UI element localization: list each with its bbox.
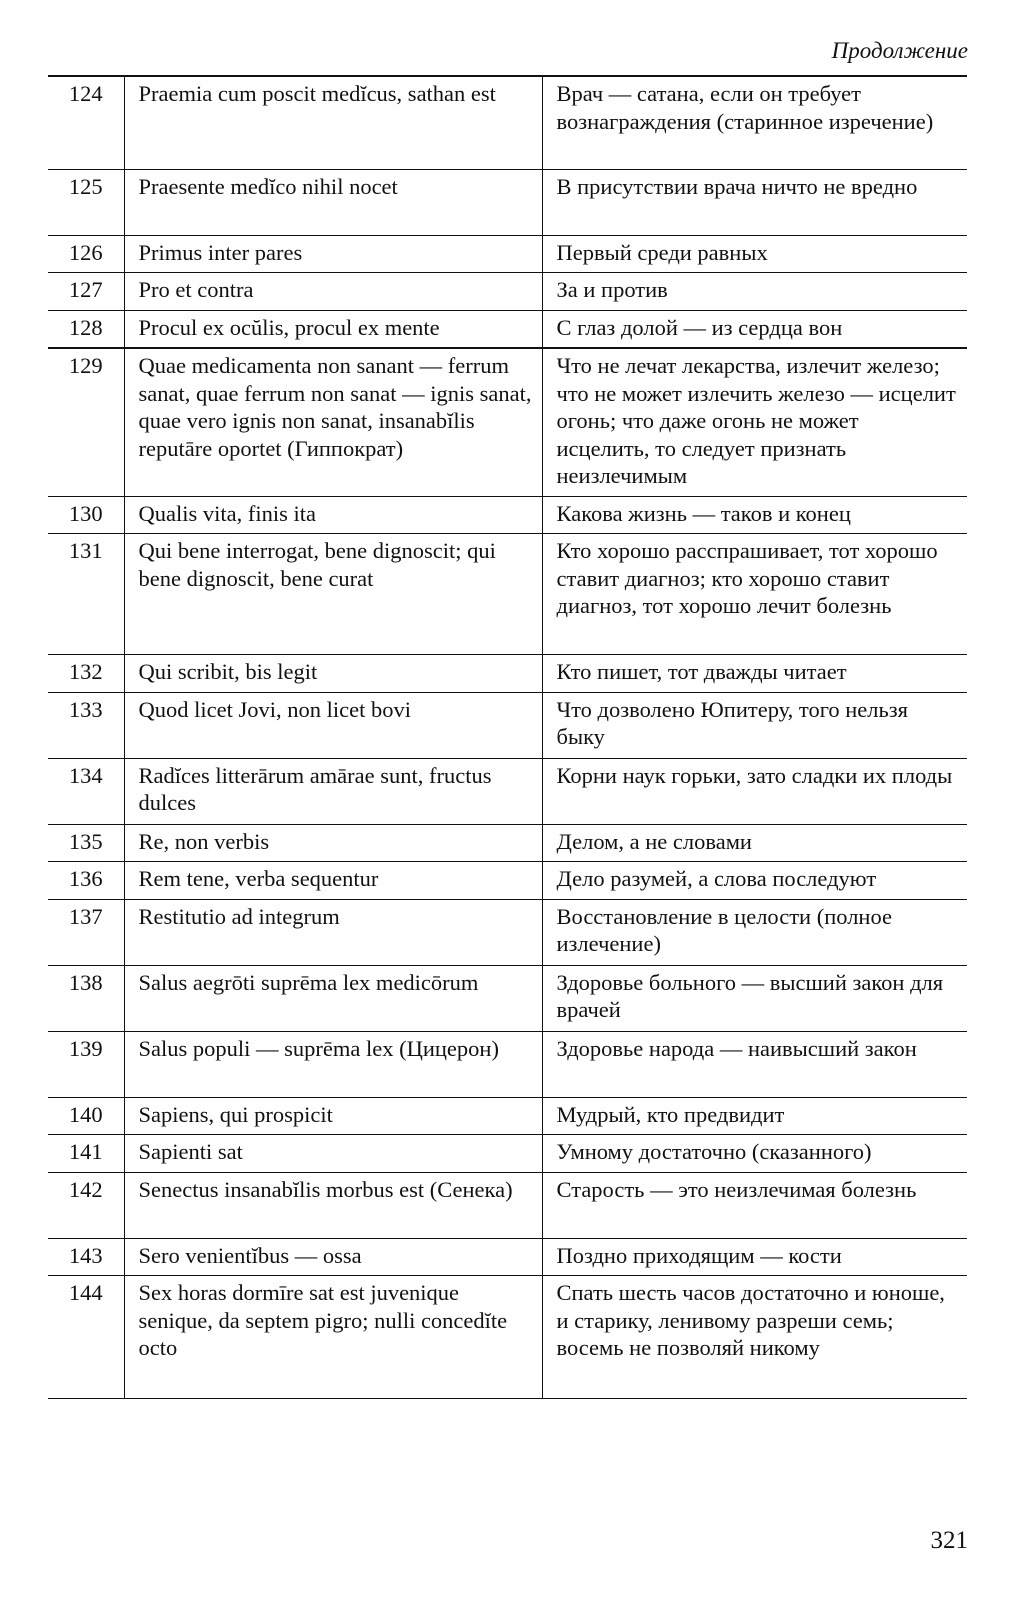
latin-phrase: Sapienti sat: [124, 1135, 542, 1173]
russian-translation: Дело разумей, а слова последуют: [542, 862, 967, 900]
row-number: 134: [68, 762, 103, 788]
row-number: 132: [68, 659, 103, 684]
russian-translation: Корни наук горьки, зато сладки их плоды: [542, 758, 967, 824]
row-number: 136: [68, 866, 103, 891]
table-row: [48, 1135, 967, 1173]
latin-phrase: Sex horas dormīre sat est juvenique senique, da septem pigro; nulli concedĭte octo: [124, 1276, 542, 1399]
russian-translation: Мудрый, кто предвидит: [542, 1097, 967, 1135]
row-number: 125: [68, 173, 103, 199]
table-row: [48, 169, 967, 235]
russian-translation: Восстановление в целости (полное излечение): [542, 899, 967, 965]
table-row: [48, 824, 967, 862]
russian-translation: Какова жизнь — таков и конец: [542, 496, 967, 534]
table-row: [48, 899, 967, 965]
row-number: 141: [68, 1139, 103, 1164]
table-row: [48, 1097, 967, 1135]
russian-translation: Кто пишет, тот дважды читает: [542, 655, 967, 693]
row-number: 138: [68, 969, 103, 995]
latin-phrase: Salus aegrōti suprēma lex medicōrum: [124, 965, 542, 1031]
latin-phrase: Qualis vita, finis ita: [124, 496, 542, 534]
latin-phrase: Sero venientĭbus — ossa: [124, 1238, 542, 1276]
russian-translation: С глаз долой — из сердца вон: [542, 310, 967, 348]
latin-phrase: Senectus insanabĭlis morbus est (Сенека): [124, 1172, 542, 1238]
table-row: [48, 235, 967, 273]
table-row: [48, 758, 967, 824]
latin-quotes-table: [48, 75, 967, 1399]
table-row: [48, 348, 967, 496]
latin-phrase: Praesente medĭco nihil nocet: [124, 169, 542, 235]
page-number: 321: [930, 1527, 968, 1554]
russian-translation: Делом, а не словами: [542, 824, 967, 862]
latin-phrase: Rem tene, verba sequentur: [124, 862, 542, 900]
continuation-label: Продолжение: [831, 38, 968, 63]
latin-phrase: Radĭces litterārum amārae sunt, fructus dulces: [124, 758, 542, 824]
row-number: 135: [68, 828, 103, 854]
latin-phrase: Quod licet Jovi, non licet bovi: [124, 692, 542, 758]
row-number: 130: [68, 500, 103, 526]
latin-phrase: Primus inter pares: [124, 235, 542, 273]
russian-translation: В присутствии врача ничто не вредно: [542, 169, 967, 235]
latin-phrase: Salus populi — suprēma lex (Цицерон): [124, 1031, 542, 1097]
table-row: [48, 1238, 967, 1276]
table-body: [48, 76, 967, 1399]
russian-translation: Старость — это неизлечимая болезнь: [542, 1172, 967, 1238]
latin-phrase: Re, non verbis: [124, 824, 542, 862]
russian-translation: Кто хорошо расспрашивает, тот хорошо ставит диагноз; кто хорошо ставит диагноз, тот хорошо лечит болезнь: [542, 534, 967, 655]
table-row: [48, 76, 967, 169]
latin-phrase: Restitutio ad integrum: [124, 899, 542, 965]
russian-translation: Умному достаточно (сказанного): [542, 1135, 967, 1173]
latin-phrase: Sapiens, qui prospicit: [124, 1097, 542, 1135]
table-row: [48, 1031, 967, 1097]
row-number: 144: [68, 1280, 103, 1305]
table-row: [48, 655, 967, 693]
row-number: 142: [68, 1176, 103, 1202]
latin-phrase: Pro et contra: [124, 273, 542, 311]
table-row: [48, 1276, 967, 1399]
russian-translation: Что дозволено Юпитеру, того нельзя быку: [542, 692, 967, 758]
row-number: 139: [68, 1035, 103, 1061]
table-row: [48, 273, 967, 311]
row-number: 133: [68, 696, 103, 722]
row-number: 126: [68, 239, 103, 265]
latin-phrase: Qui bene interrogat, bene dignoscit; qui bene dignoscit, bene curat: [124, 534, 542, 655]
latin-phrase: Quae medicamenta non sanant — ferrum sanat, quae ferrum non sanat — ignis sanat, quae vero ignis non sanat, insanabĭlis reputāre oportet (Гиппократ): [124, 348, 542, 496]
latin-phrase: Qui scribit, bis legit: [124, 655, 542, 693]
table-row: [48, 1172, 967, 1238]
russian-translation: Спать шесть часов достаточно и юноше, и старику, ленивому разреши семь; восемь не позволяй никому: [542, 1276, 967, 1399]
row-number: 137: [68, 903, 103, 929]
table-row: [48, 496, 967, 534]
russian-translation: Здоровье больного — высший закон для врачей: [542, 965, 967, 1031]
row-number: 129: [68, 353, 103, 378]
latin-phrase: Praemia cum poscit medĭcus, sathan est: [124, 76, 542, 169]
row-number: 124: [68, 81, 103, 106]
row-number: 128: [68, 314, 103, 340]
russian-translation: Что не лечат лекарства, излечит железо; что не может излечить железо — исцелит огонь; что даже огонь не может исцелить, то следует признать неизлечимым: [542, 348, 967, 496]
table-row: [48, 310, 967, 348]
row-number: 143: [68, 1242, 103, 1268]
table-row: [48, 692, 967, 758]
russian-translation: Врач — сатана, если он требует вознаграждения (старинное изречение): [542, 76, 967, 169]
russian-translation: За и против: [542, 273, 967, 311]
row-number: 127: [68, 277, 103, 302]
russian-translation: Здоровье народа — наивысший закон: [542, 1031, 967, 1097]
latin-phrase: Procul ex ocŭlis, procul ex mente: [124, 310, 542, 348]
table-row: [48, 965, 967, 1031]
table-row: [48, 534, 967, 655]
russian-translation: Первый среди равных: [542, 235, 967, 273]
row-number: 140: [68, 1101, 103, 1127]
row-number: 131: [68, 538, 103, 563]
table-row: [48, 862, 967, 900]
russian-translation: Поздно приходящим — кости: [542, 1238, 967, 1276]
